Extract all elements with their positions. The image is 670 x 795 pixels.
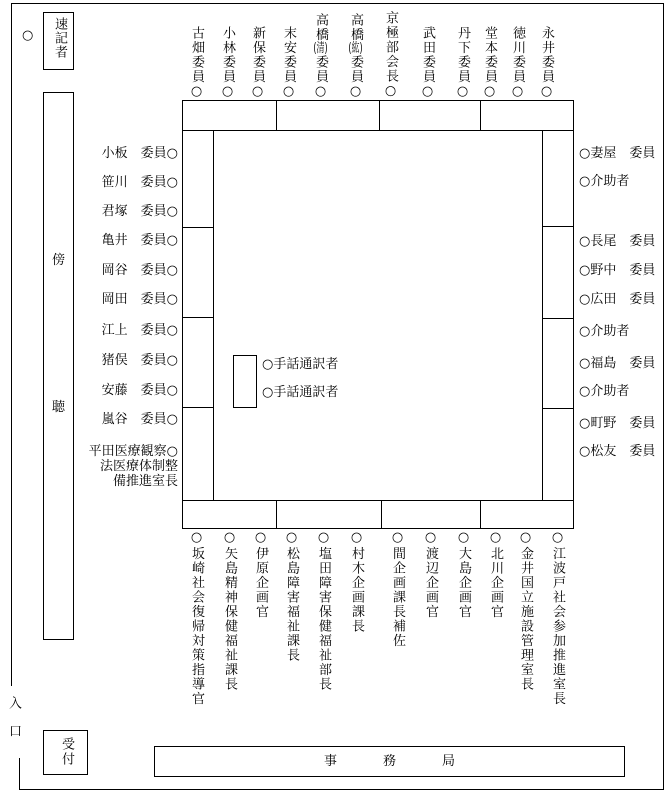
seat-right-hirota: ○広田 委員: [579, 292, 656, 307]
seat-bottom-ebato: ○江波戸社会参加推進室長: [550, 530, 565, 706]
interpreter-seat-2: ○手話通訳者: [262, 385, 339, 400]
seat-top-takahashi-hiro: 高橋(紘)委員○: [348, 12, 363, 100]
seat-top-tange: 丹下委員○: [455, 25, 470, 100]
frame-left: [11, 3, 12, 686]
secretariat-label: 事務局: [323, 754, 501, 769]
table-top-1: [182, 100, 277, 131]
gallery-label-2: 聴: [51, 400, 65, 415]
reception-box: [43, 730, 88, 775]
seat-right-nonaka: ○野中 委員: [579, 263, 656, 278]
seat-bottom-matsushima: ○松島障害福祉課長: [284, 530, 299, 663]
seat-bottom-hazama: ○間企画課長補佐: [390, 530, 405, 648]
seat-top-shimbo: 新保委員○: [250, 25, 265, 100]
table-bottom-3: [381, 500, 481, 529]
frame-top: [11, 3, 664, 4]
seat-top-takahashi-kiyo: 高橋(清)委員○: [313, 12, 328, 100]
table-right-1: [542, 130, 574, 227]
seat-top-domoto: 堂本委員○: [482, 25, 497, 100]
seat-top-tokugawa: 徳川委員○: [510, 25, 525, 100]
seat-right-helper-3: ○介助者: [579, 384, 630, 399]
seat-left-hirata-line3: 備推進室長: [112, 474, 178, 489]
seat-right-machino: ○町野 委員: [579, 416, 656, 431]
frame-right: [663, 3, 664, 790]
seat-right-fukushima: ○福島 委員: [579, 356, 656, 371]
seat-right-matsutomo: ○松友 委員: [579, 444, 656, 459]
seat-top-furuhata: 古畑委員○: [189, 25, 204, 100]
table-top-2: [276, 100, 380, 131]
stenographer-label: 速記者: [52, 17, 67, 59]
seat-left-koita: 小板 委員○: [101, 146, 178, 161]
seat-left-okaya: 岡谷 委員○: [101, 263, 178, 278]
reception-label: 受付: [59, 737, 74, 767]
seat-left-kamei: 亀井 委員○: [101, 233, 178, 248]
stenographer-seat-circle: ○: [22, 28, 34, 43]
seat-left-hirata-line1: 平田医療観察○: [88, 444, 178, 459]
table-left-1: [182, 130, 214, 228]
gallery-box: [43, 92, 74, 640]
table-bottom-2: [276, 500, 382, 529]
seat-bottom-yajima: ○矢島精神保健福祉課長: [222, 530, 237, 692]
seat-left-hirata-office-director: [89, 444, 178, 489]
seat-bottom-shiota: ○塩田障害保健福祉部長: [316, 530, 331, 692]
seat-bottom-oshima: ○大島企画官: [456, 530, 471, 619]
table-left-2: [182, 227, 214, 318]
seat-bottom-ihara: ○伊原企画官: [253, 530, 268, 619]
table-top-3: [379, 100, 481, 131]
seat-right-helper-1: ○介助者: [579, 174, 630, 189]
seat-left-inomata: 猪俣 委員○: [101, 353, 178, 368]
seat-top-nagai: 永井委員○: [539, 25, 554, 100]
table-top-4: [480, 100, 574, 131]
entrance-door-line: [19, 758, 20, 790]
table-right-2: [542, 226, 574, 319]
table-left-4: [182, 407, 214, 501]
seat-bottom-sakazaki: ○坂崎社会復帰対策指導官: [189, 530, 204, 706]
seat-top-takeda: 武田委員○: [420, 25, 435, 100]
stenographer-box: [43, 12, 74, 70]
entrance-label: 入口: [6, 696, 21, 752]
seat-bottom-watanabe: ○渡辺企画官: [423, 530, 438, 619]
gallery-label-1: 傍: [51, 253, 65, 268]
seat-top-kobayashi: 小林委員○: [220, 25, 235, 100]
secretariat-box: [154, 746, 625, 777]
seat-left-okada: 岡田 委員○: [101, 292, 178, 307]
table-left-3: [182, 317, 214, 408]
seat-top-sueyasu: 末安委員○: [281, 25, 296, 100]
seat-left-hirata-line2: 法医療体制整: [99, 459, 178, 474]
interpreter-desk: [233, 355, 257, 408]
table-right-4: [542, 408, 574, 501]
interpreter-seat-1: ○手話通訳者: [262, 357, 339, 372]
seat-top-kyogoku-chair: 京極部会長○: [383, 11, 398, 100]
seat-left-arashidani: 嵐谷 委員○: [101, 412, 178, 427]
seat-left-ando: 安藤 委員○: [101, 383, 178, 398]
frame-bottom: [19, 789, 664, 790]
table-bottom-4: [480, 500, 574, 529]
table-bottom-1: [182, 500, 277, 529]
seat-left-kimizuka: 君塚 委員○: [101, 204, 178, 219]
table-right-3: [542, 318, 574, 409]
seat-left-egami: 江上 委員○: [101, 323, 178, 338]
seat-right-tsumaya: ○妻屋 委員: [579, 146, 656, 161]
seat-right-helper-2: ○介助者: [579, 324, 630, 339]
seat-left-sasakawa: 笹川 委員○: [101, 175, 178, 190]
seat-bottom-kanai: ○金井国立施設管理室長: [518, 530, 533, 692]
seat-right-nagao: ○長尾 委員: [579, 234, 656, 249]
seat-bottom-muraki: ○村木企画課長: [349, 530, 364, 634]
seat-bottom-kitagawa: ○北川企画官: [488, 530, 503, 619]
